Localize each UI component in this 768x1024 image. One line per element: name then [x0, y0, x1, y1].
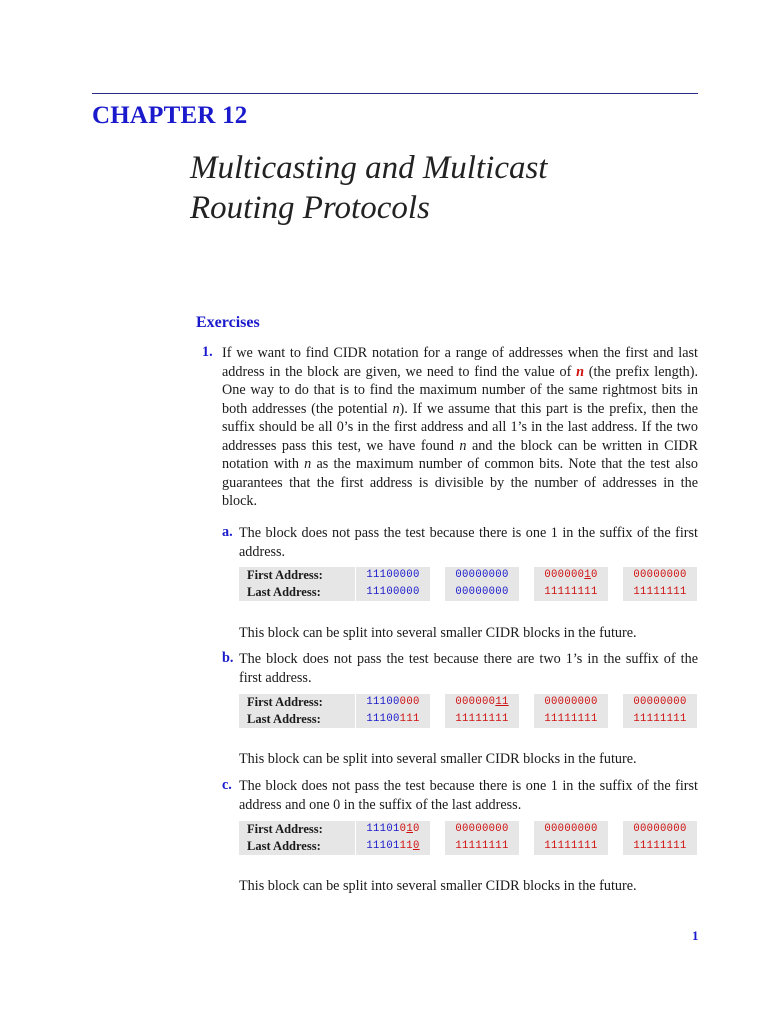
bit-segment: 11111111: [633, 586, 687, 598]
octet-cell: [356, 838, 430, 855]
octet-cell: [445, 821, 519, 838]
bit-segment: 11100: [366, 713, 400, 725]
bit-segment: 00000000: [633, 569, 687, 581]
octet-cell: [356, 821, 430, 838]
bit-segment: 0: [412, 823, 420, 835]
variable-n: n: [392, 400, 400, 417]
item-a-text: The block does not pass the test because there is one 1 in the suffix of the first address.: [239, 525, 698, 560]
first-address-row: [239, 694, 698, 712]
item-a-note: This block can be split into several smaller CIDR blocks in the future.: [239, 625, 637, 641]
item-b-text: The block does not pass the test because there are two 1’s in the suffix of the first address.: [239, 651, 698, 686]
bit-segment: 11111111: [544, 713, 598, 725]
octet-cell: [534, 567, 608, 584]
bit-segment: 11111111: [544, 586, 598, 598]
exercise-1-text-part-2: (the prefix length). One way to do that is to find the maximum number of the same rightmost bits in both addresses (the potential: [222, 363, 698, 417]
octet-cell: [534, 711, 608, 728]
bit-segment: 11111111: [633, 840, 687, 852]
first-address-label: First Address:: [239, 821, 355, 838]
item-letter-c: c.: [222, 777, 232, 793]
bit-segment: 11111111: [544, 840, 598, 852]
bit-segment: 11111111: [633, 713, 687, 725]
last-address-row: [239, 584, 698, 602]
chapter-title: [190, 148, 547, 228]
first-address-label: First Address:: [239, 567, 355, 584]
octet-cell: [445, 838, 519, 855]
item-c-note: This block can be split into several smaller CIDR blocks in the future.: [239, 878, 637, 894]
octet-cell: [623, 711, 697, 728]
variable-n: n: [304, 456, 312, 472]
bit-segment: 00000000: [455, 586, 509, 598]
exercise-1-text-part-4: and the block can be written in CIDR notation with: [222, 437, 698, 472]
bit-segment: 11: [495, 696, 509, 708]
exercise-1-paragraph: [222, 344, 698, 511]
prefix-variable-n: n: [576, 363, 584, 380]
item-letter-b: b.: [222, 650, 234, 666]
bit-segment: 1: [584, 569, 591, 581]
octet-cell: [534, 821, 608, 838]
address-table-c: [239, 821, 698, 857]
bit-segment: 00000000: [544, 696, 598, 708]
section-heading-exercises: Exercises: [196, 314, 260, 331]
bit-segment: 00000000: [455, 569, 509, 581]
bit-segment: 11100000: [366, 586, 420, 598]
bit-segment: 11: [399, 840, 413, 852]
octet-cell: [623, 694, 697, 711]
bit-segment: 00000000: [455, 823, 509, 835]
bit-segment: 00000000: [633, 696, 687, 708]
variable-n: n: [459, 437, 467, 454]
octet-cell: [356, 567, 430, 584]
octet-cell: [356, 711, 430, 728]
bit-segment: 00000000: [544, 823, 598, 835]
first-address-row: [239, 567, 698, 585]
bit-segment: 11100: [366, 696, 400, 708]
octet-cell: [445, 584, 519, 601]
first-address-row: [239, 821, 698, 839]
item-c-text: The block does not pass the test because there is one 1 in the suffix of the first address and one 0 in the suffix of the last address.: [239, 778, 698, 813]
exercise-number: 1.: [202, 344, 213, 360]
octet-cell: [356, 584, 430, 601]
octet-cell: [623, 838, 697, 855]
bit-segment: 0: [399, 823, 407, 835]
bit-segment: 111: [399, 713, 420, 725]
first-address-label: First Address:: [239, 694, 355, 711]
bit-segment: 11111111: [455, 840, 509, 852]
chapter-title-line-1: Multicasting and Multicast: [190, 150, 548, 186]
exercise-1-text-part-5: as the maximum number of common bits. Note that the test also guarantees that the first address is divisible by the number of addresses in the block.: [222, 456, 698, 509]
top-rule: [92, 93, 698, 94]
octet-cell: [445, 567, 519, 584]
octet-cell: [445, 694, 519, 711]
octet-cell: [445, 711, 519, 728]
bit-segment: 000000: [455, 696, 496, 708]
page-number: 1: [692, 928, 699, 943]
bit-segment: 11111111: [455, 713, 509, 725]
address-table-a: [239, 567, 698, 603]
bit-segment: 11101: [366, 823, 400, 835]
bit-segment: 11100000: [366, 569, 420, 581]
last-address-row: [239, 838, 698, 856]
octet-cell: [623, 567, 697, 584]
bit-segment: 1: [406, 823, 413, 835]
bit-segment: 00000000: [633, 823, 687, 835]
chapter-title-line-2: Routing Protocols: [190, 190, 430, 226]
exercise-1-text-part-1: If we want to find CIDR notation for a range of addresses when the first and last address in the block are given, we need to find the value of: [222, 345, 698, 380]
bit-segment: 000: [399, 696, 420, 708]
item-b-note: This block can be split into several smaller CIDR blocks in the future.: [239, 751, 637, 767]
last-address-label: Last Address:: [239, 838, 355, 855]
last-address-label: Last Address:: [239, 584, 355, 601]
octet-cell: [356, 694, 430, 711]
octet-cell: [534, 838, 608, 855]
exercise-1-text-part-3: ). If we assume that this part is the prefix, then the suffix should be all 0’s in the first address and all 1’s in the last address. If the two addresses pass this test, we have found: [222, 400, 698, 454]
item-letter-a: a.: [222, 524, 233, 540]
last-address-label: Last Address:: [239, 711, 355, 728]
octet-cell: [623, 821, 697, 838]
bit-segment: 11101: [366, 840, 400, 852]
octet-cell: [534, 694, 608, 711]
last-address-row: [239, 711, 698, 729]
bit-segment: 0: [590, 569, 598, 581]
octet-cell: [534, 584, 608, 601]
bit-segment: 0: [412, 840, 420, 852]
address-table-b: [239, 694, 698, 730]
chapter-heading: CHAPTER 12: [92, 102, 248, 129]
octet-cell: [623, 584, 697, 601]
bit-segment: 000000: [544, 569, 585, 581]
